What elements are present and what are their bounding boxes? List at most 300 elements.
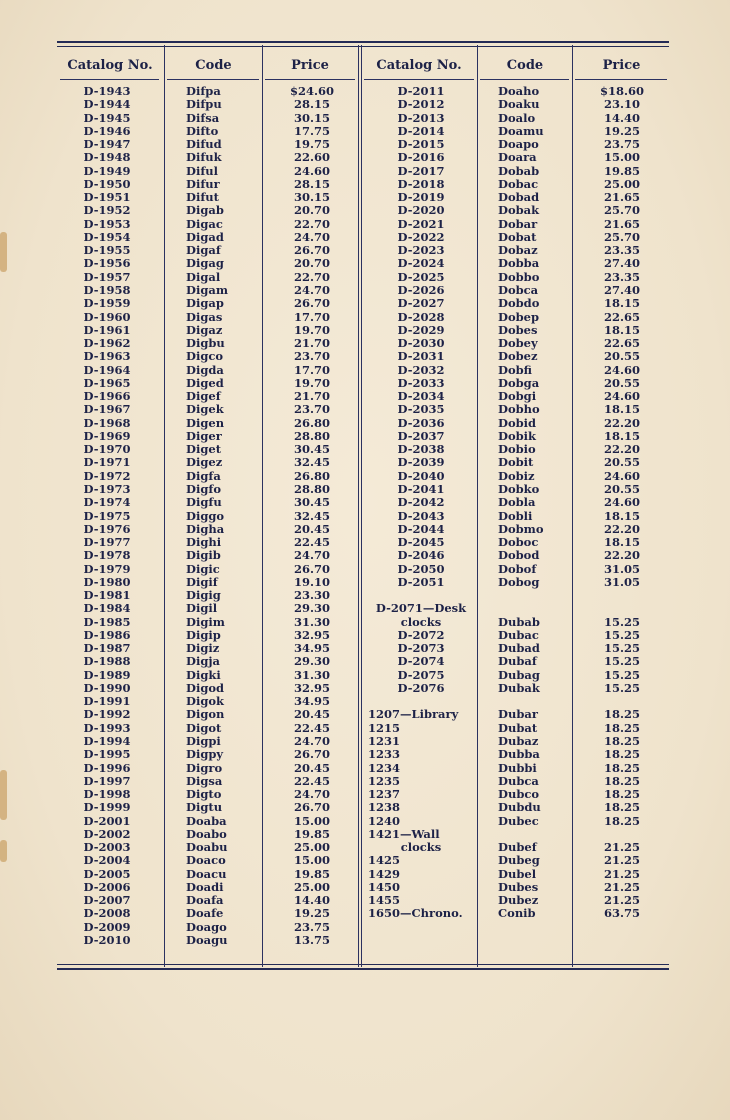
paper-stain [0, 770, 7, 820]
table-cell-code: Dubak [498, 680, 540, 695]
table-cell-code [498, 589, 570, 602]
table-cell-cat: D-1970 [83, 442, 131, 457]
column-divider [477, 45, 478, 967]
table-cell-price: 20.55 [603, 481, 640, 496]
table-cell-price: 26.70 [293, 243, 330, 258]
table-cell-price: 25.70 [603, 229, 640, 244]
table-cell-cat: 1650—Chrono. [368, 906, 463, 921]
table-cell-price: 22.20 [603, 442, 640, 457]
table-cell-code: Digaz [186, 322, 223, 337]
table-cell-cat [368, 695, 474, 708]
table-cell-code: Digam [186, 282, 229, 297]
table-cell-price: 18.25 [603, 800, 640, 815]
table-cell-cat: D-1979 [83, 561, 131, 576]
right-code-column [498, 85, 570, 921]
table-cell-price: 22.65 [603, 336, 640, 351]
table-cell-code: Doabu [186, 840, 228, 855]
table-cell-cat: D-2015 [397, 137, 445, 152]
header-price-left: Price [291, 58, 329, 73]
table-cell-code: Digad [186, 229, 224, 244]
table-cell-price: 31.05 [603, 574, 640, 589]
table-cell-code: Digig [186, 588, 221, 603]
table-cell-code: Doaku [498, 97, 540, 112]
table-cell-cat: D-2076 [397, 680, 445, 695]
table-cell-price: 22.20 [603, 548, 640, 563]
table-cell-code: Dobho [498, 402, 540, 417]
table-cell-price: 24.70 [293, 787, 330, 802]
table-cell-code: Digil [186, 601, 218, 616]
table-cell-code: Conib [498, 906, 536, 921]
table-cell-cat: D-2004 [83, 853, 131, 868]
table-cell-price: 15.25 [603, 614, 640, 629]
table-cell-price: 18.25 [603, 720, 640, 735]
table-cell-code: Difpu [186, 97, 222, 112]
table-cell-cat: D-1993 [83, 720, 131, 735]
table-cell-code: Dobmo [498, 521, 544, 536]
left-code-column [186, 85, 260, 947]
left-price-column [268, 85, 356, 947]
table-cell-cat: D-1945 [83, 110, 131, 125]
table-cell-code: Dubca [498, 773, 539, 788]
table-cell-cat: D-2008 [83, 906, 131, 921]
table-cell-price: 26.70 [293, 800, 330, 815]
table-cell-price: 22.70 [293, 269, 330, 284]
table-cell-cat: D-2031 [397, 349, 445, 364]
table-cell-code: Dobar [498, 216, 538, 231]
table-cell-price: 23.75 [293, 919, 330, 934]
table-cell-cat: D-2014 [397, 123, 445, 138]
table-cell-cat: D-1973 [83, 481, 131, 496]
table-cell-cat: D-2046 [397, 548, 445, 563]
table-cell-cat: D-1961 [83, 322, 131, 337]
table-cell-price: 32.95 [293, 627, 330, 642]
table-cell-cat: 1215 [368, 720, 401, 735]
table-cell-price: 18.25 [603, 813, 640, 828]
table-cell-price: $18.60 [599, 84, 644, 98]
table-cell-cat: 1450 [368, 879, 401, 894]
table-cell-price: 27.40 [603, 282, 640, 297]
table-cell-code: Dobes [498, 322, 538, 337]
table-cell-cat: D-1978 [83, 548, 131, 563]
table-cell-price: 18.15 [603, 535, 640, 550]
table-cell-code: Difut [186, 190, 219, 205]
table-cell-price: 18.25 [603, 787, 640, 802]
table-cell-cat: D-1996 [83, 760, 131, 775]
table-cell-code: Digim [186, 614, 225, 629]
table-cell-code: Dobdo [498, 296, 540, 311]
table-cell-cat: D-1989 [83, 667, 131, 682]
table-cell-price: 22.20 [603, 521, 640, 536]
table-cell-cat: D-2073 [397, 641, 445, 656]
table-cell-code: Digaf [186, 243, 221, 258]
table-cell-code: Dobat [498, 229, 537, 244]
header-underline [575, 79, 667, 80]
table-cell-price: 34.95 [293, 694, 330, 709]
table-cell-cat: 1240 [368, 813, 401, 828]
table-cell-price: 21.65 [603, 216, 640, 231]
table-cell-cat: D-1969 [83, 428, 131, 443]
table-cell-code: Digpi [186, 734, 221, 749]
table-cell-cat: D-2003 [83, 840, 131, 855]
table-cell-code: Diged [186, 375, 224, 390]
table-cell-code: Difpa [186, 84, 221, 98]
table-cell-price: 25.70 [603, 203, 640, 218]
table-cell-code: Dubar [498, 707, 538, 722]
table-cell-code: Dobac [498, 176, 539, 191]
table-cell-price: 28.80 [293, 481, 330, 496]
table-cell-cat: D-1991 [83, 694, 131, 709]
table-cell-cat: D-2027 [397, 296, 445, 311]
table-cell-cat: 1429 [368, 866, 401, 881]
table-cell-price: 30.15 [293, 190, 330, 205]
table-cell-cat: D-1958 [83, 282, 131, 297]
table-cell-cat: D-2039 [397, 455, 445, 470]
table-cell-cat: D-2011 [397, 84, 445, 98]
table-cell-cat: D-1948 [83, 150, 131, 165]
table-cell-price: 19.85 [293, 866, 330, 881]
header-underline [167, 79, 259, 80]
table-cell-cat: D-1998 [83, 787, 131, 802]
table-cell-code: Digek [186, 402, 224, 417]
table-cell-code: Difud [186, 137, 222, 152]
table-cell-cat: D-1997 [83, 773, 131, 788]
table-cell-price: 18.25 [603, 734, 640, 749]
table-cell-code: Digco [186, 349, 224, 364]
table-cell-code: Dobak [498, 203, 540, 218]
table-cell-price: 28.15 [293, 176, 330, 191]
table-cell-code [498, 602, 570, 615]
table-cell-code: Dobab [498, 163, 540, 178]
right-price-column [576, 85, 668, 921]
table-cell-code: Digfu [186, 495, 222, 510]
table-cell-code: Dobla [498, 495, 536, 510]
table-cell-code: Dubbi [498, 760, 537, 775]
table-cell-code: Dobez [498, 349, 538, 364]
column-divider [262, 45, 263, 967]
table-cell-code: Doboc [498, 535, 539, 550]
table-cell-cat: D-2034 [397, 389, 445, 404]
table-cell-cat: D-2071—Desk [375, 601, 467, 616]
table-cell-code: Digha [186, 521, 225, 536]
table-cell-cat: D-2037 [397, 428, 445, 443]
table-cell-price: 15.00 [603, 150, 640, 165]
table-cell-price: 17.75 [293, 123, 330, 138]
table-cell-price: 23.70 [293, 402, 330, 417]
table-cell-cat: D-1988 [83, 654, 131, 669]
table-cell-cat: D-2043 [397, 508, 445, 523]
table-cell-code: Doaba [186, 813, 227, 828]
table-cell-cat: D-1962 [83, 336, 131, 351]
left-catalog-column [60, 85, 154, 947]
table-cell-cat: D-2021 [397, 216, 445, 231]
table-cell-code: Doadi [186, 879, 224, 894]
table-cell-price: 31.05 [603, 561, 640, 576]
table-cell-code: Dobid [498, 415, 537, 430]
table-cell-cat: D-1946 [83, 123, 131, 138]
table-cell-price: 28.80 [293, 428, 330, 443]
table-cell-price: 24.60 [293, 163, 330, 178]
table-cell-cat: D-1965 [83, 375, 131, 390]
table-cell-price: 24.70 [293, 282, 330, 297]
table-cell-price: 19.85 [603, 163, 640, 178]
table-cell-price: 24.70 [293, 548, 330, 563]
table-cell-code: Dubag [498, 667, 540, 682]
table-cell-code: Dubat [498, 720, 538, 735]
table-cell-cat: D-2006 [83, 879, 131, 894]
table-cell-cat: D-2025 [397, 269, 445, 284]
table-cell-cat: clocks [400, 840, 442, 855]
table-cell-price: 21.70 [293, 336, 330, 351]
table-cell-cat: D-2001 [83, 813, 131, 828]
table-cell-cat: D-2012 [397, 97, 445, 112]
table-cell-code: Dobga [498, 375, 540, 390]
header-code-left: Code [195, 58, 232, 73]
table-cell-price: 23.70 [293, 349, 330, 364]
table-cell-cat: D-1947 [83, 137, 131, 152]
table-cell-code: Dobod [498, 548, 540, 563]
table-cell-code: Diger [186, 428, 222, 443]
table-cell-price: 27.40 [603, 256, 640, 271]
table-cell-cat: D-2005 [83, 866, 131, 881]
table-cell-price: 20.70 [293, 203, 330, 218]
table-cell-price: 31.30 [293, 667, 330, 682]
table-cell-cat: D-1950 [83, 176, 131, 191]
table-cell-cat [368, 589, 474, 602]
table-cell-code: Dubco [498, 787, 540, 802]
header-underline [60, 79, 159, 80]
table-cell-code: Dubes [498, 879, 539, 894]
table-cell-code: Doacu [186, 866, 227, 881]
table-cell-cat: D-1963 [83, 349, 131, 364]
table-cell-price: 17.70 [293, 362, 330, 377]
table-cell-code: Diful [186, 163, 219, 178]
right-catalog-column [368, 85, 474, 921]
table-cell-price: 30.15 [293, 110, 330, 125]
table-cell-price: 32.95 [293, 680, 330, 695]
table-cell-price: 20.55 [603, 349, 640, 364]
table-cell-price: 15.25 [603, 667, 640, 682]
table-cell-price: 31.30 [293, 614, 330, 629]
table-cell-cat: D-2029 [397, 322, 445, 337]
table-cell-code: Digal [186, 269, 221, 284]
table-cell-code [498, 695, 570, 708]
table-cell-code: Digbu [186, 336, 225, 351]
table-cell-price: 22.45 [293, 535, 330, 550]
table-cell-code: Digiz [186, 641, 220, 656]
table-cell-price: 14.40 [293, 893, 330, 908]
table-cell-code: Dubec [498, 813, 539, 828]
table-cell-price [576, 602, 668, 615]
table-cell-code: Digon [186, 707, 225, 722]
table-cell-price: 15.00 [293, 813, 330, 828]
table-cell-price: 19.85 [293, 826, 330, 841]
table-cell-code: Digto [186, 787, 222, 802]
table-cell-code: Digro [186, 760, 223, 775]
table-cell-cat: D-2042 [397, 495, 445, 510]
table-cell-code: Dobgi [498, 389, 537, 404]
table-cell-code: Difsa [186, 110, 220, 125]
table-cell-price: 20.55 [603, 375, 640, 390]
table-cell-cat: D-2024 [397, 256, 445, 271]
table-cell-price: 26.80 [293, 415, 330, 430]
table-cell-code: Digsa [186, 773, 223, 788]
table-cell-price: 23.35 [603, 243, 640, 258]
table-cell-code: Dobad [498, 190, 540, 205]
table-cell-price: 19.70 [293, 375, 330, 390]
table-cell-code: Digen [186, 415, 225, 430]
table-cell-price: 21.65 [603, 190, 640, 205]
table-cell-code: Digic [186, 561, 220, 576]
table-cell-code: Doabo [186, 826, 227, 841]
table-cell-code: Digot [186, 720, 222, 735]
table-cell-code: Digac [186, 216, 223, 231]
table-cell-price: 25.00 [603, 176, 640, 191]
table-cell-price: 26.80 [293, 468, 330, 483]
center-double-divider [358, 45, 362, 967]
table-cell-price: 24.60 [603, 362, 640, 377]
table-cell-price [576, 828, 668, 841]
table-cell-cat: D-2002 [83, 826, 131, 841]
paper-stain [0, 840, 7, 862]
table-cell-price: 22.65 [603, 309, 640, 324]
table-cell-cat: 1421—Wall [368, 826, 440, 841]
table-cell-code: Dobba [498, 256, 540, 271]
table-cell-price: 19.25 [603, 123, 640, 138]
table-cell-cat: D-1953 [83, 216, 131, 231]
table-cell-cat: D-1968 [83, 415, 131, 430]
table-cell-code: Digag [186, 256, 224, 271]
table-cell-price: 18.25 [603, 773, 640, 788]
table-cell-cat: D-1957 [83, 269, 131, 284]
table-cell-code: Dobof [498, 561, 537, 576]
table-cell-cat: D-2028 [397, 309, 445, 324]
table-cell-code: Dobog [498, 574, 540, 589]
table-cell-code: Doalo [498, 110, 536, 125]
table-cell-cat: D-2020 [397, 203, 445, 218]
table-cell-cat: D-1985 [83, 614, 131, 629]
table-cell-price: 18.15 [603, 322, 640, 337]
table-cell-price: 26.70 [293, 747, 330, 762]
table-cell-price: 23.75 [603, 137, 640, 152]
column-divider [164, 45, 165, 967]
table-cell-code: Dobaz [498, 243, 538, 258]
table-cell-cat: D-1951 [83, 190, 131, 205]
table-cell-cat: D-1980 [83, 574, 131, 589]
table-cell-code: Digja [186, 654, 220, 669]
table-cell-cat: clocks [400, 614, 442, 629]
table-cell-cat: D-2072 [397, 627, 445, 642]
table-cell-cat: D-1952 [83, 203, 131, 218]
table-cell-cat: D-1943 [83, 84, 131, 98]
table-cell-cat: D-2023 [397, 243, 445, 258]
table-cell-cat: D-1954 [83, 229, 131, 244]
table-cell-code: Digfo [186, 481, 221, 496]
header-underline [480, 79, 569, 80]
table-cell-price: 24.60 [603, 389, 640, 404]
table-cell-cat: D-1981 [83, 588, 131, 603]
table-cell-code: Dobca [498, 282, 539, 297]
table-cell-code: Diggo [186, 508, 225, 523]
table-cell-cat: D-1984 [83, 601, 131, 616]
table-cell-cat: D-1964 [83, 362, 131, 377]
table-cell-price: 32.45 [293, 508, 330, 523]
table-cell-cat: D-2030 [397, 336, 445, 351]
table-cell-cat: 1235 [368, 773, 401, 788]
table-cell-cat: 1233 [368, 747, 401, 762]
table-cell-price: 25.00 [293, 879, 330, 894]
table-cell-cat: D-2038 [397, 442, 445, 457]
table-cell-cat: D-2019 [397, 190, 445, 205]
table-cell-cat: D-1992 [83, 707, 131, 722]
table-cell-price: 21.25 [603, 866, 640, 881]
table-cell-price: 21.25 [603, 879, 640, 894]
table-cell-price: 18.25 [603, 760, 640, 775]
table-cell-code: Dighi [186, 535, 222, 550]
table-cell-price: 19.75 [293, 137, 330, 152]
table-cell-price: 25.00 [293, 840, 330, 855]
table-cell-price: 18.15 [603, 428, 640, 443]
table-cell-price: 21.25 [603, 853, 640, 868]
table-cell-price: 15.25 [603, 680, 640, 695]
table-cell-code: Difur [186, 176, 220, 191]
table-cell-cat: D-1990 [83, 680, 131, 695]
table-cell-price: 20.45 [293, 521, 330, 536]
table-cell-cat: D-2018 [397, 176, 445, 191]
table-cell-code: Digib [186, 548, 221, 563]
table-cell-price: 23.10 [603, 97, 640, 112]
header-underline [265, 79, 355, 80]
table-cell-cat: D-2007 [83, 893, 131, 908]
table-cell-code: Dobey [498, 336, 538, 351]
table-cell-code: Digpy [186, 747, 224, 762]
table-cell-price: 20.55 [603, 455, 640, 470]
table-cell-price: 14.40 [603, 110, 640, 125]
table-cell-price: 21.25 [603, 893, 640, 908]
table-cell-cat: D-2010 [83, 933, 131, 947]
table-cell-code: Doago [186, 919, 227, 934]
table-cell-price: 24.70 [293, 734, 330, 749]
table-cell-cat: D-1975 [83, 508, 131, 523]
table-cell-cat: 1455 [368, 893, 401, 908]
table-cell-code: Digap [186, 296, 224, 311]
table-cell-cat: D-1999 [83, 800, 131, 815]
table-cell-price: 18.15 [603, 508, 640, 523]
table-cell-code: Dobep [498, 309, 540, 324]
table-cell-code: Digok [186, 694, 225, 709]
table-cell-code: Dobio [498, 442, 536, 457]
bottom-rule [57, 968, 669, 970]
table-cell-cat: D-2051 [397, 574, 445, 589]
table-cell-code: Dobik [498, 428, 537, 443]
table-cell-price: 30.45 [293, 495, 330, 510]
header-code-right: Code [506, 58, 544, 73]
table-cell-code: Digtu [186, 800, 223, 815]
table-cell-cat: D-2009 [83, 919, 131, 934]
header-underline [364, 79, 474, 80]
table-cell-price: 24.60 [603, 468, 640, 483]
table-cell-price: 34.95 [293, 641, 330, 656]
table-cell-code: Doara [498, 150, 537, 165]
table-cell-cat: D-2013 [397, 110, 445, 125]
table-cell-cat: D-2044 [397, 521, 445, 536]
table-cell-cat: D-2022 [397, 229, 445, 244]
table-cell-price: 19.25 [293, 906, 330, 921]
column-divider [572, 45, 573, 967]
table-cell-price: 24.70 [293, 229, 330, 244]
header-catalog-right: Catalog No. [376, 58, 462, 73]
table-cell-cat: D-2074 [397, 654, 445, 669]
table-cell-price: 15.25 [603, 654, 640, 669]
